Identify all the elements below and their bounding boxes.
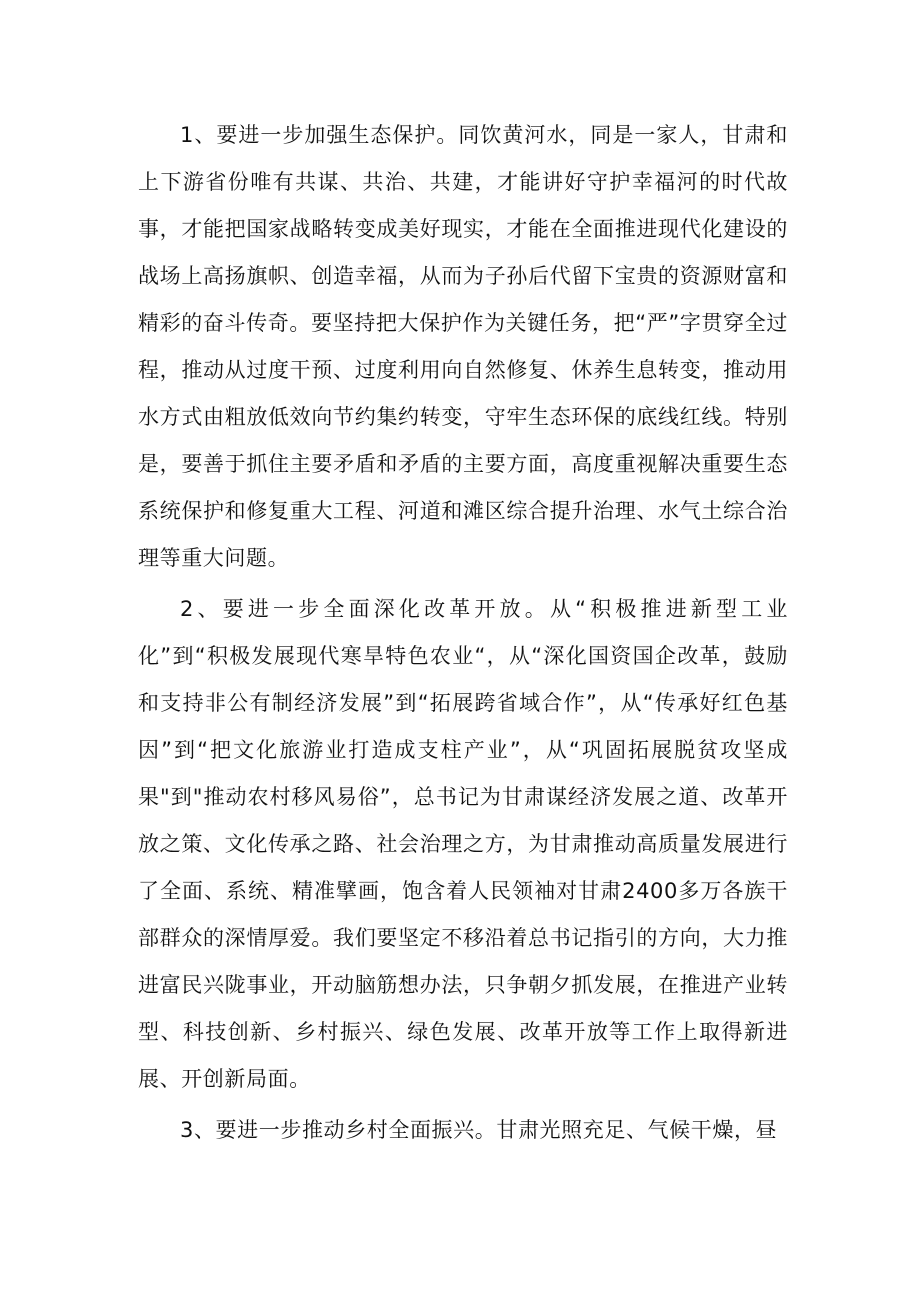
paragraph-3: 3、要进一步推动乡村全面振兴。甘肃光照充足、气候干燥，昼 (180, 1118, 778, 1142)
document-body (138, 112, 788, 1158)
paragraph-2: 2、要进一步全面深化改革开放。从“积极推进新型工业化”到“积极发展现代寒旱特色农业“，从“深化国资国企改革，鼓励和支持非公有制经济发展”到“拓展跨省域合作”，从“传承好红色基因”到“把文化旅游业打造成支柱产业”，从“巩固拓展脱贫攻坚成果"到"推动农村移风易俗”，总书记为甘肃谋经济发展之道、改革开放之策、文化传承之路、社会治理之方，为甘肃推动高质量发展进行了全面、系统、精准擘画，饱含着人民领袖对甘肃2400多万各族干部群众的深情厚爱。我们要坚定不移沿着总书记指引的方向，大力推进富民兴陇事业，开动脑筋想办法，只争朝夕抓发展，在推进产业转型、科技创新、乡村振兴、绿色发展、改革开放等工作上取得新进展、开创新局面。 (138, 597, 788, 1091)
paragraph-1: 1、要进一步加强生态保护。同饮黄河水，同是一家人，甘肃和上下游省份唯有共谋、共治、共建，才能讲好守护幸福河的时代故事，才能把国家战略转变成美好现实，才能在全面推进现代化建设的战场上高扬旗帜、创造幸福，从而为子孙后代留下宝贵的资源财富和精彩的奋斗传奇。要坚持把大保护作为关键任务，把“严”字贯穿全过程，推动从过度干预、过度利用向自然修复、休养生息转变，推动用水方式由粗放低效向节约集约转变，守牢生态环保的底线红线。特别是，要善于抓住主要矛盾和矛盾的主要方面，高度重视解决重要生态系统保护和修复重大工程、河道和滩区综合提升治理、水气土综合治理等重大问题。 (138, 123, 788, 570)
